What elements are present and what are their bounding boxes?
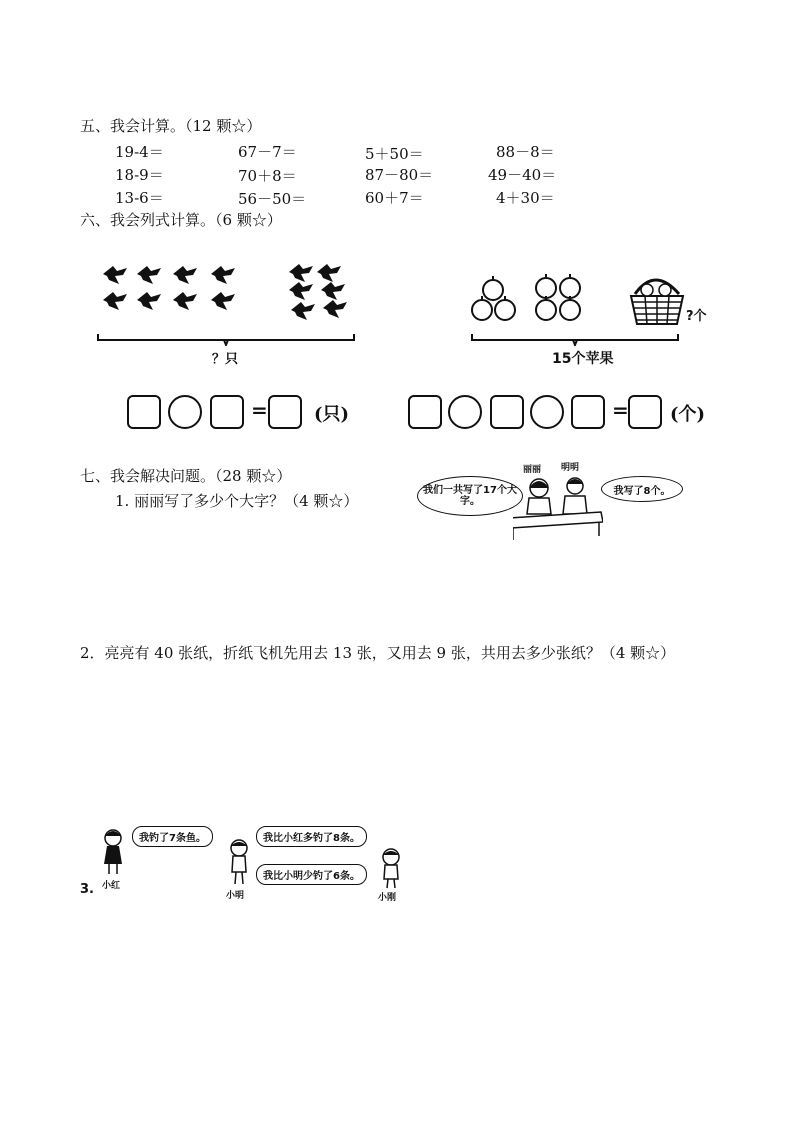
basket-label: ?个 bbox=[686, 309, 707, 324]
calc-item: 87－80＝ bbox=[365, 166, 434, 184]
answer-box[interactable] bbox=[268, 395, 302, 429]
right-brace bbox=[470, 334, 682, 346]
speech-bubble: 我写了8个。 bbox=[601, 476, 683, 502]
unit-label: (只) bbox=[314, 404, 350, 425]
calc-item: 4＋30＝ bbox=[496, 189, 555, 207]
calc-item: 49－40＝ bbox=[488, 166, 557, 184]
child-xiaogang bbox=[376, 848, 406, 890]
unit-label: (个) bbox=[670, 404, 706, 425]
name-label: 小刚 bbox=[378, 893, 397, 903]
calc-item: 18-9＝ bbox=[115, 166, 164, 184]
calc-item: 67－7＝ bbox=[238, 143, 297, 161]
q1-illustration bbox=[415, 458, 715, 543]
calc-item: 60＋7＝ bbox=[365, 189, 424, 207]
calc-item: 70＋8＝ bbox=[238, 167, 297, 185]
child-xiaoming bbox=[224, 838, 254, 886]
calc-item: 88－8＝ bbox=[496, 143, 555, 161]
answer-box[interactable] bbox=[127, 395, 161, 429]
operator-circle[interactable] bbox=[448, 395, 482, 429]
birds-illustration bbox=[95, 258, 365, 338]
answer-box[interactable] bbox=[628, 395, 662, 429]
name-label: 明明 bbox=[561, 463, 580, 473]
speech-bubble: 我们一共写了17个大字。 bbox=[417, 476, 523, 516]
question-2: 2．亮亮有 40 张纸，折纸飞机先用去 13 张，又用去 9 张，共用去多少张纸？（4 颗☆） bbox=[80, 644, 676, 662]
calc-item: 19-4＝ bbox=[115, 143, 164, 161]
calc-item: 13-6＝ bbox=[115, 189, 164, 207]
speech-bubble: 我比小红多钓了8条。 bbox=[256, 826, 367, 847]
answer-box[interactable] bbox=[408, 395, 442, 429]
apples-label: 15个苹果 bbox=[552, 351, 614, 367]
q3-illustration bbox=[80, 820, 425, 903]
birds-label: ？只 bbox=[212, 352, 239, 367]
answer-box[interactable] bbox=[210, 395, 244, 429]
equals-sign: = bbox=[612, 398, 629, 422]
operator-circle[interactable] bbox=[530, 395, 564, 429]
speech-bubble: 我比小明少钓了6条。 bbox=[256, 864, 367, 885]
section-7-heading: 七、我会解决问题。（28 颗☆） bbox=[80, 467, 292, 485]
section-5-heading: 五、我会计算。（12 颗☆） bbox=[80, 117, 262, 135]
name-label: 丽丽 bbox=[523, 465, 542, 475]
name-label: 小明 bbox=[226, 891, 245, 901]
children-at-desk bbox=[513, 474, 603, 542]
answer-box[interactable] bbox=[571, 395, 605, 429]
speech-bubble: 我钓了7条鱼。 bbox=[132, 826, 213, 847]
section-6-heading: 六、我会列式计算。（6 颗☆） bbox=[80, 211, 282, 229]
calc-item: 5＋50＝ bbox=[365, 145, 424, 163]
calc-item: 56－50＝ bbox=[238, 190, 307, 208]
question-1: 1. 丽丽写了多少个大字？（4 颗☆） bbox=[115, 492, 359, 510]
answer-box[interactable] bbox=[490, 395, 524, 429]
question-3-number: 3. bbox=[80, 882, 94, 897]
left-brace bbox=[96, 334, 358, 346]
apples-illustration bbox=[465, 272, 715, 336]
equals-sign: = bbox=[251, 398, 268, 422]
operator-circle[interactable] bbox=[168, 395, 202, 429]
child-xiaohong bbox=[98, 826, 128, 876]
name-label: 小红 bbox=[102, 881, 121, 891]
